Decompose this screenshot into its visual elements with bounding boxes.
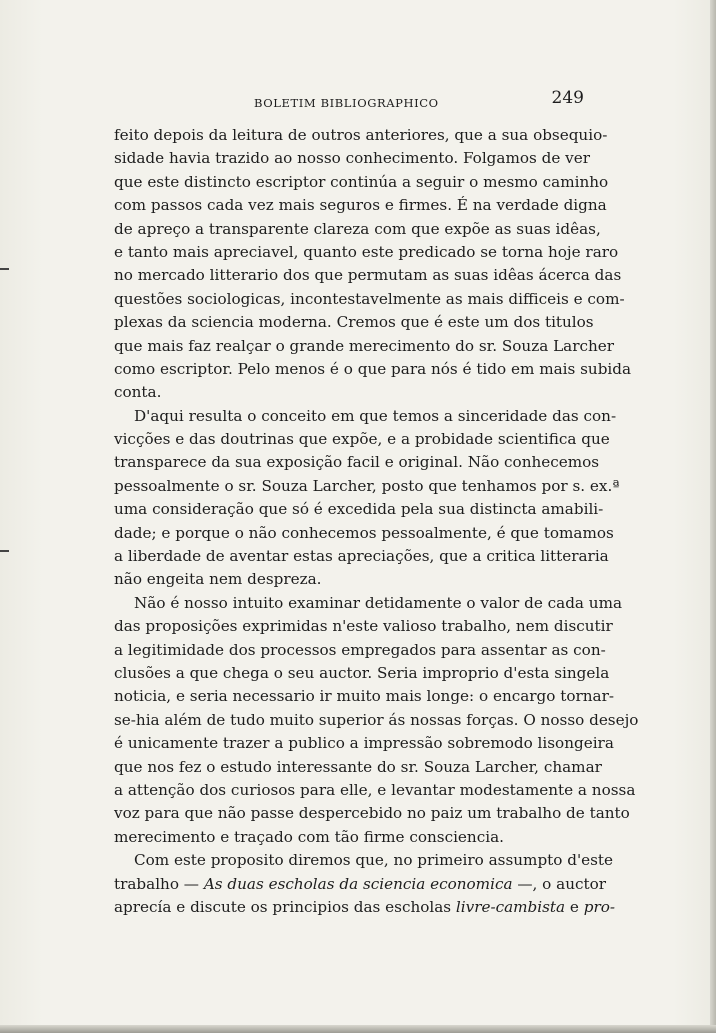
text-line: Não é nosso intuito examinar detidamente o valor de cada uma xyxy=(134,593,623,612)
text-line: clusões a que chega o seu auctor. Seria improprio d'esta singela xyxy=(114,663,610,682)
page-number: 249 xyxy=(551,88,584,108)
running-title: BOLETIM BIBLIOGRAPHICO xyxy=(254,96,439,110)
text-line: a attenção dos curiosos para elle, e levantar modestamente a nossa xyxy=(114,780,636,799)
term-italic: livre-cambista xyxy=(455,897,566,916)
text-line: sidade havia trazido ao nosso conhecimento. Folgamos de ver xyxy=(114,149,590,168)
text-line: conta. xyxy=(114,383,162,402)
text-line: como escriptor. Pelo menos é o que para nós é tido em mais subida xyxy=(114,359,632,378)
text-line: a liberdade de aventar estas apreciações, que a critica litteraria xyxy=(114,547,609,566)
text-run: trabalho — xyxy=(114,874,204,893)
text-line: voz para que não passe despercebido no paiz um trabalho de tanto xyxy=(114,804,630,823)
margin-mark xyxy=(0,550,9,552)
text-line: e tanto mais apreciavel, quanto este predicado se torna hoje raro xyxy=(114,242,619,261)
text-line: das proposições exprimidas n'este valioso trabalho, nem discutir xyxy=(114,617,613,636)
text-line: uma consideração que só é excedida pela sua distincta amabili- xyxy=(114,500,604,519)
text-line: de apreço a transparente clareza com que expõe as suas idêas, xyxy=(114,219,601,238)
page-bottom-shadow xyxy=(0,1025,716,1033)
page-edge-shadow xyxy=(710,0,716,1033)
text-line: que nos fez o estudo interessante do sr. Souza Larcher, chamar xyxy=(114,757,602,776)
text-line: que este distincto escriptor continúa a seguir o mesmo caminho xyxy=(114,172,609,191)
text-line: que mais faz realçar o grande merecimento do sr. Souza Larcher xyxy=(114,336,615,355)
text-run: aprecía e discute os principios das escholas xyxy=(114,897,456,916)
text-line: plexas da sciencia moderna. Cremos que é este um dos titulos xyxy=(114,313,594,332)
text-line xyxy=(114,873,607,896)
book-title-italic: As duas escholas da sciencia economica xyxy=(203,874,513,893)
text-run: —, o auctor xyxy=(512,874,607,893)
text-line: D'aqui resulta o conceito em que temos a sinceridade das con- xyxy=(134,406,617,425)
text-run: e xyxy=(565,897,584,916)
text-line: questões sociologicas, incontestavelmente as mais difficeis e com- xyxy=(114,289,625,308)
text-line xyxy=(114,896,615,919)
text-line: Com este proposito diremos que, no primeiro assumpto d'este xyxy=(134,851,614,870)
text-line: dade; e porque o não conhecemos pessoalmente, é que tomamos xyxy=(114,523,614,542)
text-line: não engeita nem despreza. xyxy=(114,570,322,589)
text-line: merecimento e traçado com tão firme consciencia. xyxy=(114,827,504,846)
text-line: a legitimidade dos processos empregados para assentar as con- xyxy=(114,640,606,659)
text-line: vicções e das doutrinas que expõe, e a probidade scientifica que xyxy=(114,430,610,449)
text-line: feito depois da leitura de outros anteriores, que a sua obsequio- xyxy=(114,126,608,144)
page-header xyxy=(114,88,584,112)
text-line: pessoalmente o sr. Souza Larcher, posto que tenhamos por s. ex.ª xyxy=(114,476,620,495)
text-line: com passos cada vez mais seguros e firmes. É na verdade digna xyxy=(114,196,607,215)
text-line: transparece da sua exposição facil e original. Não conhecemos xyxy=(114,453,600,472)
text-line: é unicamente trazer a publico a impressão sobremodo lisongeira xyxy=(114,734,614,753)
term-italic: pro- xyxy=(583,897,615,916)
margin-mark xyxy=(0,268,9,270)
body-text xyxy=(114,124,639,919)
text-line: se-hia além de tudo muito superior ás nossas forças. O nosso desejo xyxy=(114,710,639,729)
text-line: noticia, e seria necessario ir muito mais longe: o encargo tornar- xyxy=(114,687,614,706)
text-line: no mercado litterario dos que permutam as suas idêas ácerca das xyxy=(114,266,622,285)
